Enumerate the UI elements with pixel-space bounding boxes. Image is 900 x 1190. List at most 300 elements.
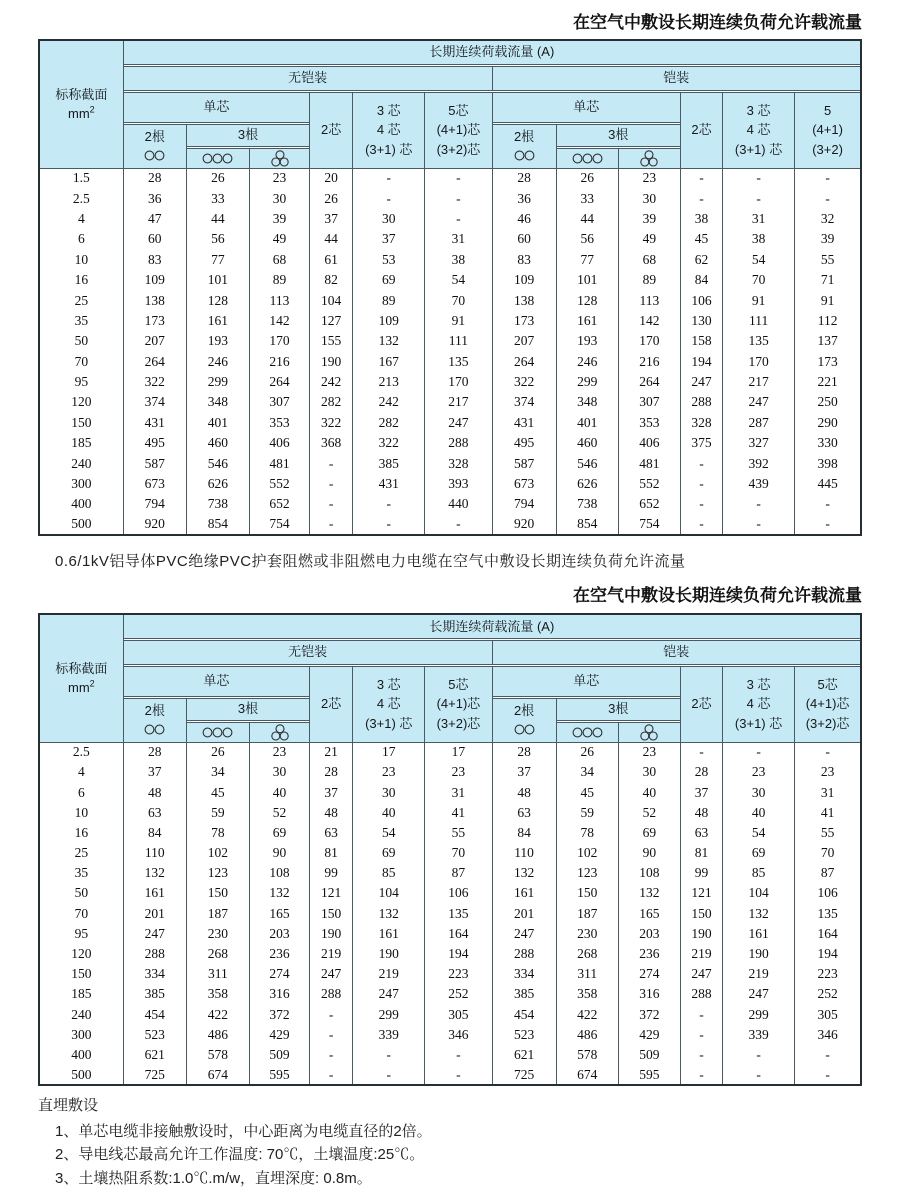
value-cell: 552 [618, 474, 680, 494]
value-cell: 106 [680, 290, 722, 310]
value-cell: 127 [310, 311, 353, 331]
header-3-4-core-armored: 3 芯 4 芯 (3+1) 芯 [723, 92, 795, 168]
value-cell: 31 [723, 209, 795, 229]
value-cell: 334 [123, 964, 186, 984]
section-cell: 16 [39, 270, 123, 290]
table-body [39, 742, 861, 1085]
section-cell: 70 [39, 352, 123, 372]
value-cell: 322 [310, 413, 353, 433]
cable-ampacity-table [38, 613, 862, 1086]
value-cell: 161 [723, 924, 795, 944]
value-cell: - [680, 474, 722, 494]
value-cell: 142 [249, 311, 309, 331]
section-cell: 70 [39, 904, 123, 924]
value-cell: 236 [618, 944, 680, 964]
value-cell: 84 [123, 823, 186, 843]
footer-note: 1、单芯电缆非接触敷设时，中心距离为电缆直径的2倍。 [55, 1123, 432, 1141]
value-cell: 252 [795, 984, 861, 1004]
value-cell: - [680, 188, 722, 208]
value-cell: - [425, 515, 492, 535]
value-cell: 77 [186, 250, 249, 270]
nominal-section-label: 标称截面 [55, 661, 108, 677]
value-cell: 401 [556, 413, 618, 433]
value-cell: 392 [723, 453, 795, 473]
value-cell: 28 [680, 762, 722, 782]
value-cell: 440 [425, 494, 492, 514]
value-cell: 55 [795, 823, 861, 843]
value-cell: - [795, 188, 861, 208]
value-cell: 28 [492, 168, 556, 188]
value-cell: 221 [795, 372, 861, 392]
value-cell: 89 [249, 270, 309, 290]
value-cell: 481 [249, 453, 309, 473]
value-cell: 578 [556, 1045, 618, 1065]
value-cell: 128 [186, 290, 249, 310]
section-cell: 185 [39, 433, 123, 453]
value-cell: 247 [492, 924, 556, 944]
value-cell: 223 [795, 964, 861, 984]
value-cell: 63 [680, 823, 722, 843]
value-cell: 348 [556, 392, 618, 412]
value-cell: 288 [492, 944, 556, 964]
value-cell: - [353, 494, 425, 514]
value-cell: 59 [186, 803, 249, 823]
section-cell: 6 [39, 782, 123, 802]
value-cell: 63 [123, 803, 186, 823]
value-cell: 236 [249, 944, 309, 964]
value-cell: 155 [310, 331, 353, 351]
value-cell: 39 [618, 209, 680, 229]
value-cell: 546 [556, 453, 618, 473]
value-cell: - [680, 1065, 722, 1085]
value-cell: 495 [123, 433, 186, 453]
value-cell: 242 [310, 372, 353, 392]
section-cell: 2.5 [39, 742, 123, 762]
value-cell: 31 [425, 229, 492, 249]
value-cell: 674 [556, 1065, 618, 1085]
value-cell: 123 [556, 863, 618, 883]
two-circles-icon [144, 724, 165, 735]
value-cell: - [353, 168, 425, 188]
value-cell: 230 [186, 924, 249, 944]
value-cell: 595 [618, 1065, 680, 1085]
header-two-core: 2芯 [310, 92, 353, 168]
value-cell: 311 [556, 964, 618, 984]
section-cell: 400 [39, 1045, 123, 1065]
value-cell: 454 [123, 1004, 186, 1024]
value-cell: 738 [186, 494, 249, 514]
value-cell: 69 [723, 843, 795, 863]
table-row [39, 474, 861, 494]
value-cell: 738 [556, 494, 618, 514]
value-cell: 54 [425, 270, 492, 290]
section-cell: 25 [39, 843, 123, 863]
value-cell: 242 [353, 392, 425, 412]
table-row [39, 1045, 861, 1065]
value-cell: 398 [795, 453, 861, 473]
value-cell: 109 [123, 270, 186, 290]
table-row [39, 311, 861, 331]
header-single-core-armored: 单芯 [492, 92, 680, 122]
value-cell: 49 [618, 229, 680, 249]
value-cell: 247 [353, 984, 425, 1004]
value-cell: 23 [795, 762, 861, 782]
value-cell: 89 [353, 290, 425, 310]
value-cell: 264 [492, 352, 556, 372]
value-cell: 60 [492, 229, 556, 249]
value-cell: 587 [123, 453, 186, 473]
table-row [39, 762, 861, 782]
value-cell: 353 [249, 413, 309, 433]
value-cell: 393 [425, 474, 492, 494]
value-cell: 109 [492, 270, 556, 290]
value-cell: 725 [123, 1065, 186, 1085]
value-cell: 84 [492, 823, 556, 843]
value-cell: 150 [186, 883, 249, 903]
value-cell: 69 [353, 270, 425, 290]
value-cell: 307 [618, 392, 680, 412]
header-load-title: 长期连续荷载流量 (A) [123, 614, 861, 638]
value-cell: 137 [795, 331, 861, 351]
value-cell: 62 [680, 250, 722, 270]
value-cell: 523 [123, 1025, 186, 1045]
value-cell: 429 [249, 1025, 309, 1045]
value-cell: - [723, 1065, 795, 1085]
value-cell: 299 [353, 1004, 425, 1024]
value-cell: 130 [680, 311, 722, 331]
value-cell: - [723, 188, 795, 208]
value-cell: 30 [618, 762, 680, 782]
value-cell: 90 [618, 843, 680, 863]
value-cell: 552 [249, 474, 309, 494]
section-cell: 240 [39, 453, 123, 473]
value-cell: - [680, 453, 722, 473]
value-cell: 264 [249, 372, 309, 392]
section-cell: 6 [39, 229, 123, 249]
value-cell: - [680, 494, 722, 514]
trefoil-circles-icon [270, 150, 290, 167]
value-cell: 40 [249, 782, 309, 802]
value-cell: 78 [186, 823, 249, 843]
value-cell: 135 [795, 904, 861, 924]
value-cell: 170 [618, 331, 680, 351]
header-two-core-armored: 2芯 [680, 92, 722, 168]
value-cell: 190 [310, 352, 353, 372]
trefoil-header [249, 148, 309, 168]
value-cell: - [795, 742, 861, 762]
value-cell: 165 [618, 904, 680, 924]
value-cell: 70 [425, 290, 492, 310]
value-cell: 216 [249, 352, 309, 372]
header-two-core-armored: 2芯 [680, 666, 722, 742]
value-cell: - [795, 494, 861, 514]
value-cell: 158 [680, 331, 722, 351]
value-cell: 28 [123, 742, 186, 762]
value-cell: 173 [795, 352, 861, 372]
value-cell: 454 [492, 1004, 556, 1024]
value-cell: - [795, 1045, 861, 1065]
table-row [39, 168, 861, 188]
value-cell: 219 [723, 964, 795, 984]
value-cell: 431 [492, 413, 556, 433]
value-cell: - [680, 1004, 722, 1024]
value-cell: 217 [425, 392, 492, 412]
value-cell: 44 [556, 209, 618, 229]
value-cell: 110 [492, 843, 556, 863]
header-single-core: 单芯 [123, 92, 309, 122]
section-cell: 2.5 [39, 188, 123, 208]
value-cell: 37 [310, 209, 353, 229]
header-unarmored: 无铠装 [123, 66, 492, 90]
trefoil-circles-icon [639, 724, 659, 741]
three-circles-icon [202, 727, 233, 738]
value-cell: 327 [723, 433, 795, 453]
value-cell: 299 [723, 1004, 795, 1024]
value-cell: 150 [556, 883, 618, 903]
value-cell: 460 [556, 433, 618, 453]
section-cell: 95 [39, 924, 123, 944]
value-cell: 108 [618, 863, 680, 883]
value-cell: 621 [123, 1045, 186, 1065]
value-cell: - [310, 494, 353, 514]
value-cell: - [795, 1065, 861, 1085]
value-cell: 274 [249, 964, 309, 984]
value-cell: 161 [123, 883, 186, 903]
value-cell: - [723, 168, 795, 188]
value-cell: 77 [556, 250, 618, 270]
value-cell: 161 [492, 883, 556, 903]
value-cell: 78 [556, 823, 618, 843]
value-cell: 101 [556, 270, 618, 290]
value-cell: 193 [186, 331, 249, 351]
table-row [39, 1004, 861, 1024]
section-cell: 120 [39, 944, 123, 964]
value-cell: - [310, 1065, 353, 1085]
section-cell: 50 [39, 331, 123, 351]
header-load-title: 长期连续荷载流量 (A) [123, 40, 861, 64]
three-circles-flat-header-armored [556, 722, 618, 742]
value-cell: 213 [353, 372, 425, 392]
value-cell: - [353, 188, 425, 208]
section-cell: 50 [39, 883, 123, 903]
value-cell: 406 [249, 433, 309, 453]
value-cell: 37 [123, 762, 186, 782]
footer-notes [38, 1094, 862, 1190]
value-cell: 52 [618, 803, 680, 823]
header-two-core: 2芯 [310, 666, 353, 742]
value-cell: 725 [492, 1065, 556, 1085]
value-cell: 170 [425, 372, 492, 392]
section-cell: 150 [39, 964, 123, 984]
value-cell: 170 [723, 352, 795, 372]
three-circles-flat-header [186, 722, 249, 742]
table-row [39, 924, 861, 944]
table-row [39, 843, 861, 863]
value-cell: 920 [492, 515, 556, 535]
table-row [39, 290, 861, 310]
value-cell: 190 [680, 924, 722, 944]
value-cell: 290 [795, 413, 861, 433]
table-row [39, 1025, 861, 1045]
footer-heading: 直埋敷设 [38, 1097, 99, 1115]
value-cell: 219 [310, 944, 353, 964]
section-cell: 35 [39, 311, 123, 331]
value-cell: 247 [680, 964, 722, 984]
table-row [39, 984, 861, 1004]
value-cell: 36 [492, 188, 556, 208]
value-cell: 82 [310, 270, 353, 290]
value-cell: 132 [353, 331, 425, 351]
table-row [39, 392, 861, 412]
value-cell: 288 [680, 984, 722, 1004]
value-cell: 128 [556, 290, 618, 310]
value-cell: 150 [680, 904, 722, 924]
value-cell: 112 [795, 311, 861, 331]
value-cell: 201 [492, 904, 556, 924]
value-cell: 316 [618, 984, 680, 1004]
table1-container [38, 39, 862, 536]
table-row [39, 209, 861, 229]
value-cell: - [723, 515, 795, 535]
value-cell: 495 [492, 433, 556, 453]
table-row [39, 863, 861, 883]
header-3-4-core-armored: 3 芯 4 芯 (3+1) 芯 [723, 666, 795, 742]
value-cell: 288 [310, 984, 353, 1004]
section-cell: 16 [39, 823, 123, 843]
value-cell: 39 [249, 209, 309, 229]
value-cell: - [425, 209, 492, 229]
value-cell: 44 [310, 229, 353, 249]
value-cell: 38 [425, 250, 492, 270]
value-cell: 509 [249, 1045, 309, 1065]
value-cell: 142 [618, 311, 680, 331]
header-single-core: 单芯 [123, 666, 309, 696]
value-cell: 99 [310, 863, 353, 883]
value-cell: 37 [353, 229, 425, 249]
value-cell: 268 [556, 944, 618, 964]
value-cell: 123 [186, 863, 249, 883]
value-cell: - [425, 1065, 492, 1085]
value-cell: 173 [123, 311, 186, 331]
value-cell: 247 [123, 924, 186, 944]
value-cell: 328 [680, 413, 722, 433]
value-cell: 113 [249, 290, 309, 310]
value-cell: 132 [618, 883, 680, 903]
value-cell: 20 [310, 168, 353, 188]
value-cell: 17 [353, 742, 425, 762]
value-cell: - [353, 1045, 425, 1065]
value-cell: 32 [795, 209, 861, 229]
table-row [39, 823, 861, 843]
value-cell: - [353, 515, 425, 535]
section-cell: 10 [39, 250, 123, 270]
value-cell: - [425, 1045, 492, 1065]
value-cell: 81 [680, 843, 722, 863]
value-cell: 372 [249, 1004, 309, 1024]
value-cell: 37 [310, 782, 353, 802]
value-cell: 70 [723, 270, 795, 290]
value-cell: - [680, 1045, 722, 1065]
value-cell: 44 [186, 209, 249, 229]
value-cell: 135 [425, 904, 492, 924]
value-cell: 794 [123, 494, 186, 514]
two-circles-icon [514, 724, 535, 735]
value-cell: 89 [618, 270, 680, 290]
section-cell: 4 [39, 209, 123, 229]
section-cell: 500 [39, 515, 123, 535]
value-cell: 17 [425, 742, 492, 762]
value-cell: 674 [186, 1065, 249, 1085]
header-two-strand: 2根 [123, 698, 186, 742]
value-cell: 673 [123, 474, 186, 494]
value-cell: 23 [425, 762, 492, 782]
table-row [39, 1065, 861, 1085]
value-cell: - [310, 474, 353, 494]
value-cell: 111 [723, 311, 795, 331]
header-three-strand: 3根 [186, 124, 309, 146]
value-cell: 60 [123, 229, 186, 249]
value-cell: 305 [425, 1004, 492, 1024]
value-cell: 26 [556, 168, 618, 188]
value-cell: 68 [618, 250, 680, 270]
value-cell: 170 [249, 331, 309, 351]
value-cell: 307 [249, 392, 309, 412]
three-circles-icon [572, 153, 603, 164]
value-cell: 346 [425, 1025, 492, 1045]
value-cell: 509 [618, 1045, 680, 1065]
value-cell: 30 [249, 188, 309, 208]
value-cell: 23 [618, 168, 680, 188]
value-cell: 595 [249, 1065, 309, 1085]
value-cell: 274 [618, 964, 680, 984]
value-cell: 81 [310, 843, 353, 863]
value-cell: - [795, 515, 861, 535]
value-cell: 422 [186, 1004, 249, 1024]
value-cell: 216 [618, 352, 680, 372]
value-cell: 431 [123, 413, 186, 433]
value-cell: 138 [492, 290, 556, 310]
value-cell: 28 [123, 168, 186, 188]
value-cell: 54 [723, 250, 795, 270]
header-armored: 铠装 [492, 640, 861, 664]
section-cell: 240 [39, 1004, 123, 1024]
value-cell: 138 [123, 290, 186, 310]
header-5-core: 5芯 (4+1)芯 (3+2)芯 [425, 666, 492, 742]
trefoil-header [249, 722, 309, 742]
table-row [39, 515, 861, 535]
value-cell: 161 [556, 311, 618, 331]
table2-container [38, 613, 862, 1086]
value-cell: 69 [249, 823, 309, 843]
value-cell: 23 [353, 762, 425, 782]
value-cell: 26 [186, 168, 249, 188]
value-cell: 56 [556, 229, 618, 249]
value-cell: 193 [556, 331, 618, 351]
value-cell: 45 [680, 229, 722, 249]
value-cell: 334 [492, 964, 556, 984]
value-cell: 322 [123, 372, 186, 392]
table-row [39, 413, 861, 433]
value-cell: 626 [186, 474, 249, 494]
value-cell: 132 [723, 904, 795, 924]
value-cell: 673 [492, 474, 556, 494]
value-cell: 28 [310, 762, 353, 782]
value-cell: 41 [795, 803, 861, 823]
value-cell: 268 [186, 944, 249, 964]
footer-note-list [38, 1120, 862, 1190]
header-5-core: 5芯 (4+1)芯 (3+2)芯 [425, 92, 492, 168]
table-row [39, 883, 861, 903]
